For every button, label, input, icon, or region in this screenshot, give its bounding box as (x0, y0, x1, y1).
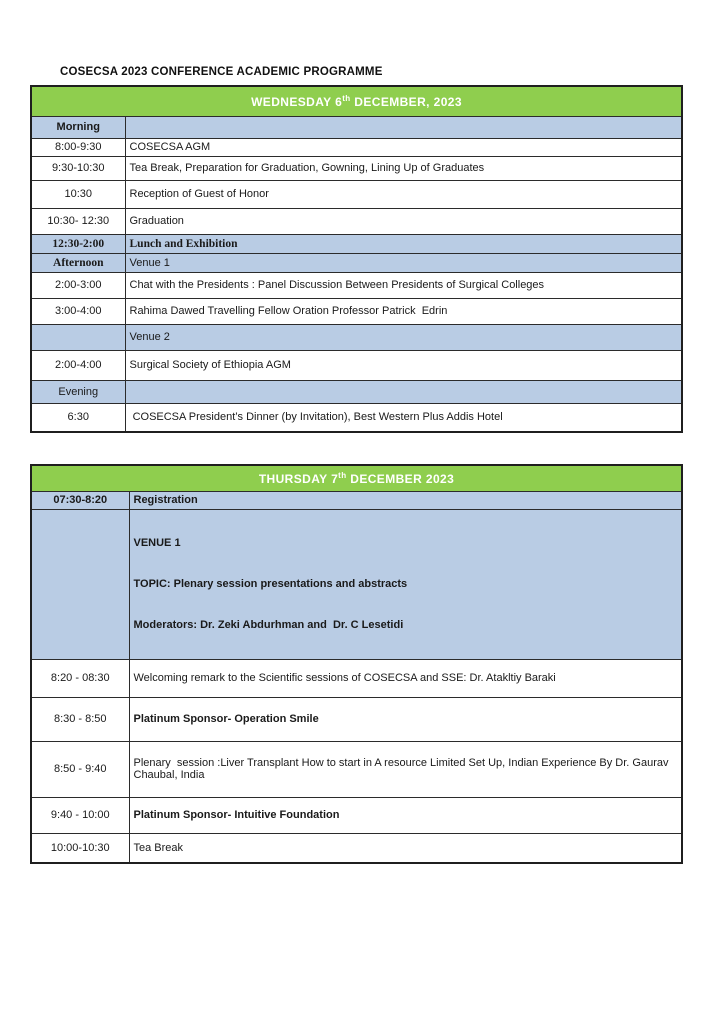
venue-topic-cell (129, 509, 682, 659)
time-cell: 12:30-2:00 (31, 234, 125, 253)
content-cell: Plenary session :Liver Transplant How to start in A resource Limited Set Up, Indian Experience By Dr. Gaurav Chaubal, India (129, 741, 682, 797)
content-cell: Reception of Guest of Honor (125, 180, 682, 208)
content-cell: COSECSA AGM (125, 138, 682, 156)
day-header-text-rest: DECEMBER 2023 (346, 471, 455, 486)
time-cell: 8:00-9:30 (31, 138, 125, 156)
ordinal-suffix: th (338, 470, 347, 480)
day-header-text: WEDNESDAY 6 (251, 94, 343, 109)
time-cell: 3:00-4:00 (31, 298, 125, 324)
page-title: COSECSA 2023 CONFERENCE ACADEMIC PROGRAMME (60, 66, 383, 78)
content-cell: Graduation (125, 208, 682, 234)
moderators-line: Moderators: Dr. Zeki Abdurhman and Dr. C Lesetidi (133, 618, 404, 631)
content-cell: Platinum Sponsor- Intuitive Foundation (129, 797, 682, 833)
time-cell: 9:30-10:30 (31, 156, 125, 180)
time-cell (31, 509, 129, 659)
content-cell: Chat with the Presidents : Panel Discussion Between Presidents of Surgical Colleges (125, 272, 682, 298)
content-cell: COSECSA President’s Dinner (by Invitation), Best Western Plus Addis Hotel (125, 403, 682, 432)
time-cell: 8:50 - 9:40 (31, 741, 129, 797)
content-cell: Tea Break, Preparation for Graduation, Gowning, Lining Up of Graduates (125, 156, 682, 180)
content-cell: Lunch and Exhibition (125, 234, 682, 253)
time-cell: Afternoon (31, 253, 125, 272)
thursday-table (30, 464, 683, 864)
thursday-day-header (31, 465, 682, 491)
time-cell: 2:00-4:00 (31, 350, 125, 380)
time-cell: 9:40 - 10:00 (31, 797, 129, 833)
content-cell (125, 116, 682, 138)
time-cell: 2:00-3:00 (31, 272, 125, 298)
time-cell (31, 324, 125, 350)
time-cell: 07:30-8:20 (31, 491, 129, 509)
time-cell: 10:00-10:30 (31, 833, 129, 863)
content-cell: Registration (129, 491, 682, 509)
wednesday-day-header (31, 86, 682, 116)
time-cell: 10:30 (31, 180, 125, 208)
content-cell (125, 380, 682, 403)
topic-line: TOPIC: Plenary session presentations and abstracts (133, 577, 408, 590)
time-cell: Evening (31, 380, 125, 403)
day-header-text-rest: DECEMBER, 2023 (350, 94, 462, 109)
content-cell: Rahima Dawed Travelling Fellow Oration Professor Patrick Edrin (125, 298, 682, 324)
day-header-text: THURSDAY 7 (258, 471, 339, 486)
time-cell: 8:20 - 08:30 (31, 659, 129, 697)
content-cell: Platinum Sponsor- Operation Smile (129, 697, 682, 741)
content-cell: Tea Break (129, 833, 682, 863)
time-cell: 8:30 - 8:50 (31, 697, 129, 741)
time-cell: 10:30- 12:30 (31, 208, 125, 234)
content-cell: Welcoming remark to the Scientific sessions of COSECSA and SSE: Dr. Atakltiy Baraki (129, 659, 682, 697)
content-cell: Venue 2 (125, 324, 682, 350)
content-cell: Venue 1 (125, 253, 682, 272)
time-cell: Morning (31, 116, 125, 138)
wednesday-table (30, 85, 683, 433)
ordinal-suffix: th (342, 93, 351, 103)
content-cell: Surgical Society of Ethiopia AGM (125, 350, 682, 380)
time-cell: 6:30 (31, 403, 125, 432)
venue-line: VENUE 1 (133, 536, 181, 549)
